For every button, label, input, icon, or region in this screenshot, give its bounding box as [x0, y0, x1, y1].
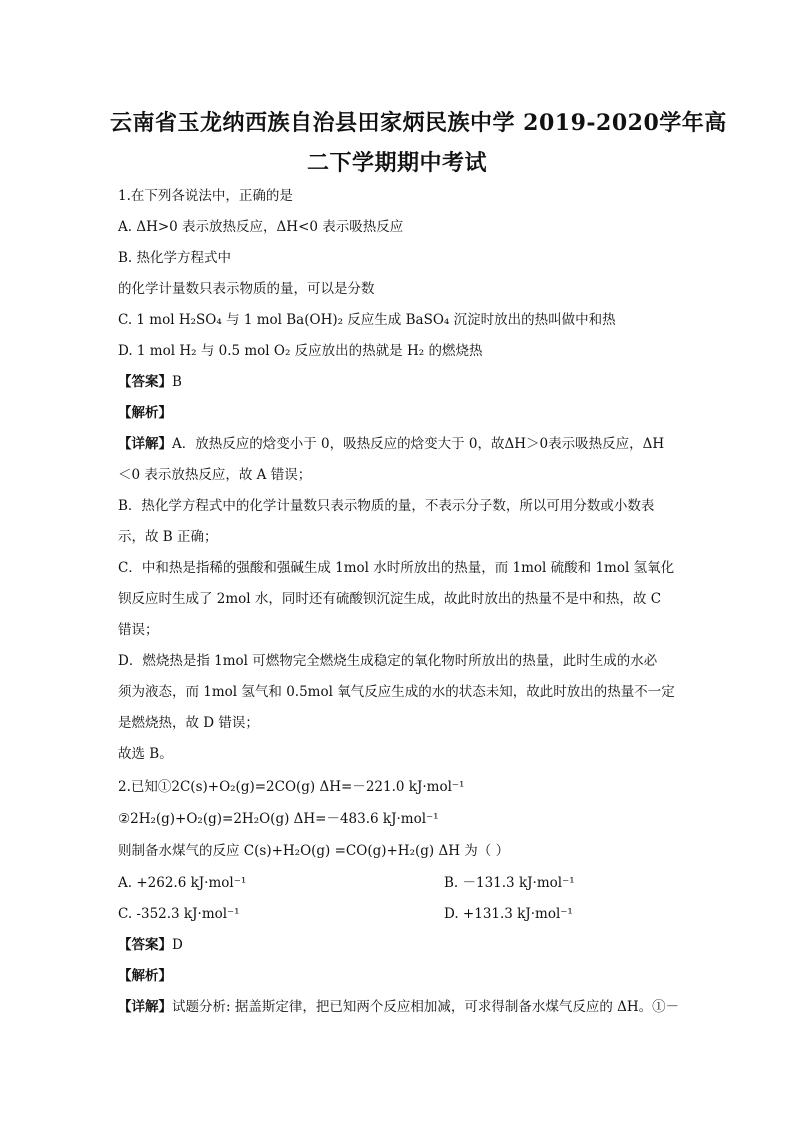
q1-detail-line-7: 错误； — [118, 622, 159, 638]
q2-answer-tag: 【答案】 — [118, 937, 172, 953]
q2-detail-line-1 — [118, 998, 679, 1016]
q2-option-b: B. －131.3 kJ·mol⁻¹ — [444, 875, 575, 891]
q2-option-a: A. +262.6 kJ·mol⁻¹ — [118, 875, 247, 891]
q1-detail-line-9: 须为液态，而 1mol 氢气和 0.5mol 氧气反应生成的水的状态未知，故此时放出的热量不一定 — [118, 684, 675, 700]
q1-option-b-line-2: 的化学计量数只表示物质的量，可以是分数 — [118, 281, 375, 297]
q1-answer-row — [118, 373, 182, 391]
q1-option-c: C. 1 mol H₂SO₄ 与 1 mol Ba(OH)₂ 反应生成 BaSO₄ 沉淀时放出的热叫做中和热 — [118, 312, 616, 328]
q1-stem: 1.在下列各说法中，正确的是 — [118, 188, 293, 204]
q2-detail-tag: 【详解】 — [118, 999, 172, 1015]
q2-stem-line-1: 2.已知①2C(s)+O₂(g)=2CO(g) ΔH=－221.0 kJ·mol⁻¹ — [118, 779, 465, 795]
q2-option-d: D. +131.3 kJ·mol⁻¹ — [444, 906, 573, 922]
q2-answer-row — [118, 936, 183, 954]
q2-stem-line-2: ②2H₂(g)+O₂(g)=2H₂O(g) ΔH=－483.6 kJ·mol⁻¹ — [118, 811, 439, 827]
q1-detail-line-1 — [118, 435, 664, 453]
q2-detail-text-1: 试题分析: 据盖斯定律，把已知两个反应相加减，可求得制备水煤气反应的 ΔH。①－ — [172, 999, 680, 1015]
q1-answer-value: B — [172, 374, 182, 390]
document-title-line-2: 二下学期期中考试 — [306, 150, 487, 176]
q1-detail-line-4: 示，故 B 正确； — [118, 529, 218, 545]
q1-option-b-line-1: B. 热化学方程式中 — [118, 250, 232, 266]
q1-detail-line-6: 钡反应时生成了 2mol 水，同时还有硫酸钡沉淀生成，故此时放出的热量不是中和热，故 C — [118, 591, 662, 607]
q1-detail-line-10: 是燃烧热，故 D 错误； — [118, 715, 259, 731]
q1-conclusion: 故选 B。 — [118, 746, 173, 762]
q1-detail-line-3: B．热化学方程式中的化学计量数只表示物质的量，不表示分子数，所以可用分数或小数表 — [118, 498, 655, 514]
document-title-line-1: 云南省玉龙纳西族自治县田家炳民族中学 2019-2020学年高 — [110, 110, 727, 136]
q2-option-c: C. -352.3 kJ·mol⁻¹ — [118, 906, 240, 922]
q1-detail-line-8: D．燃烧热是指 1mol 可燃物完全燃烧生成稳定的氧化物时所放出的热量，此时生成的水必 — [118, 653, 658, 669]
q1-detail-line-2: ＜0 表示放热反应，故 A 错误； — [118, 467, 312, 483]
q1-detail-tag: 【详解】 — [118, 436, 172, 452]
q2-stem-line-3: 则制备水煤气的反应 C(s)+H₂O(g) =CO(g)+H₂(g) ΔH 为（ ） — [118, 843, 510, 859]
q2-answer-value: D — [172, 937, 183, 953]
q1-answer-tag: 【答案】 — [118, 374, 172, 390]
q1-detail-text-1: A．放热反应的焓变小于 0，吸热反应的焓变大于 0，故ΔH＞0表示吸热反应，ΔH — [172, 436, 665, 452]
q2-analysis-tag: 【解析】 — [118, 968, 172, 984]
q1-detail-line-5: C．中和热是指稀的强酸和强碱生成 1mol 水时所放出的热量，而 1mol 硫酸和 1mol 氢氧化 — [118, 560, 675, 576]
q1-option-d: D. 1 mol H₂ 与 0.5 mol O₂ 反应放出的热就是 H₂ 的燃烧热 — [118, 343, 483, 359]
q1-analysis-tag: 【解析】 — [118, 405, 172, 421]
q1-option-a: A. ΔH>0 表示放热反应，ΔH<0 表示吸热反应 — [118, 219, 404, 235]
